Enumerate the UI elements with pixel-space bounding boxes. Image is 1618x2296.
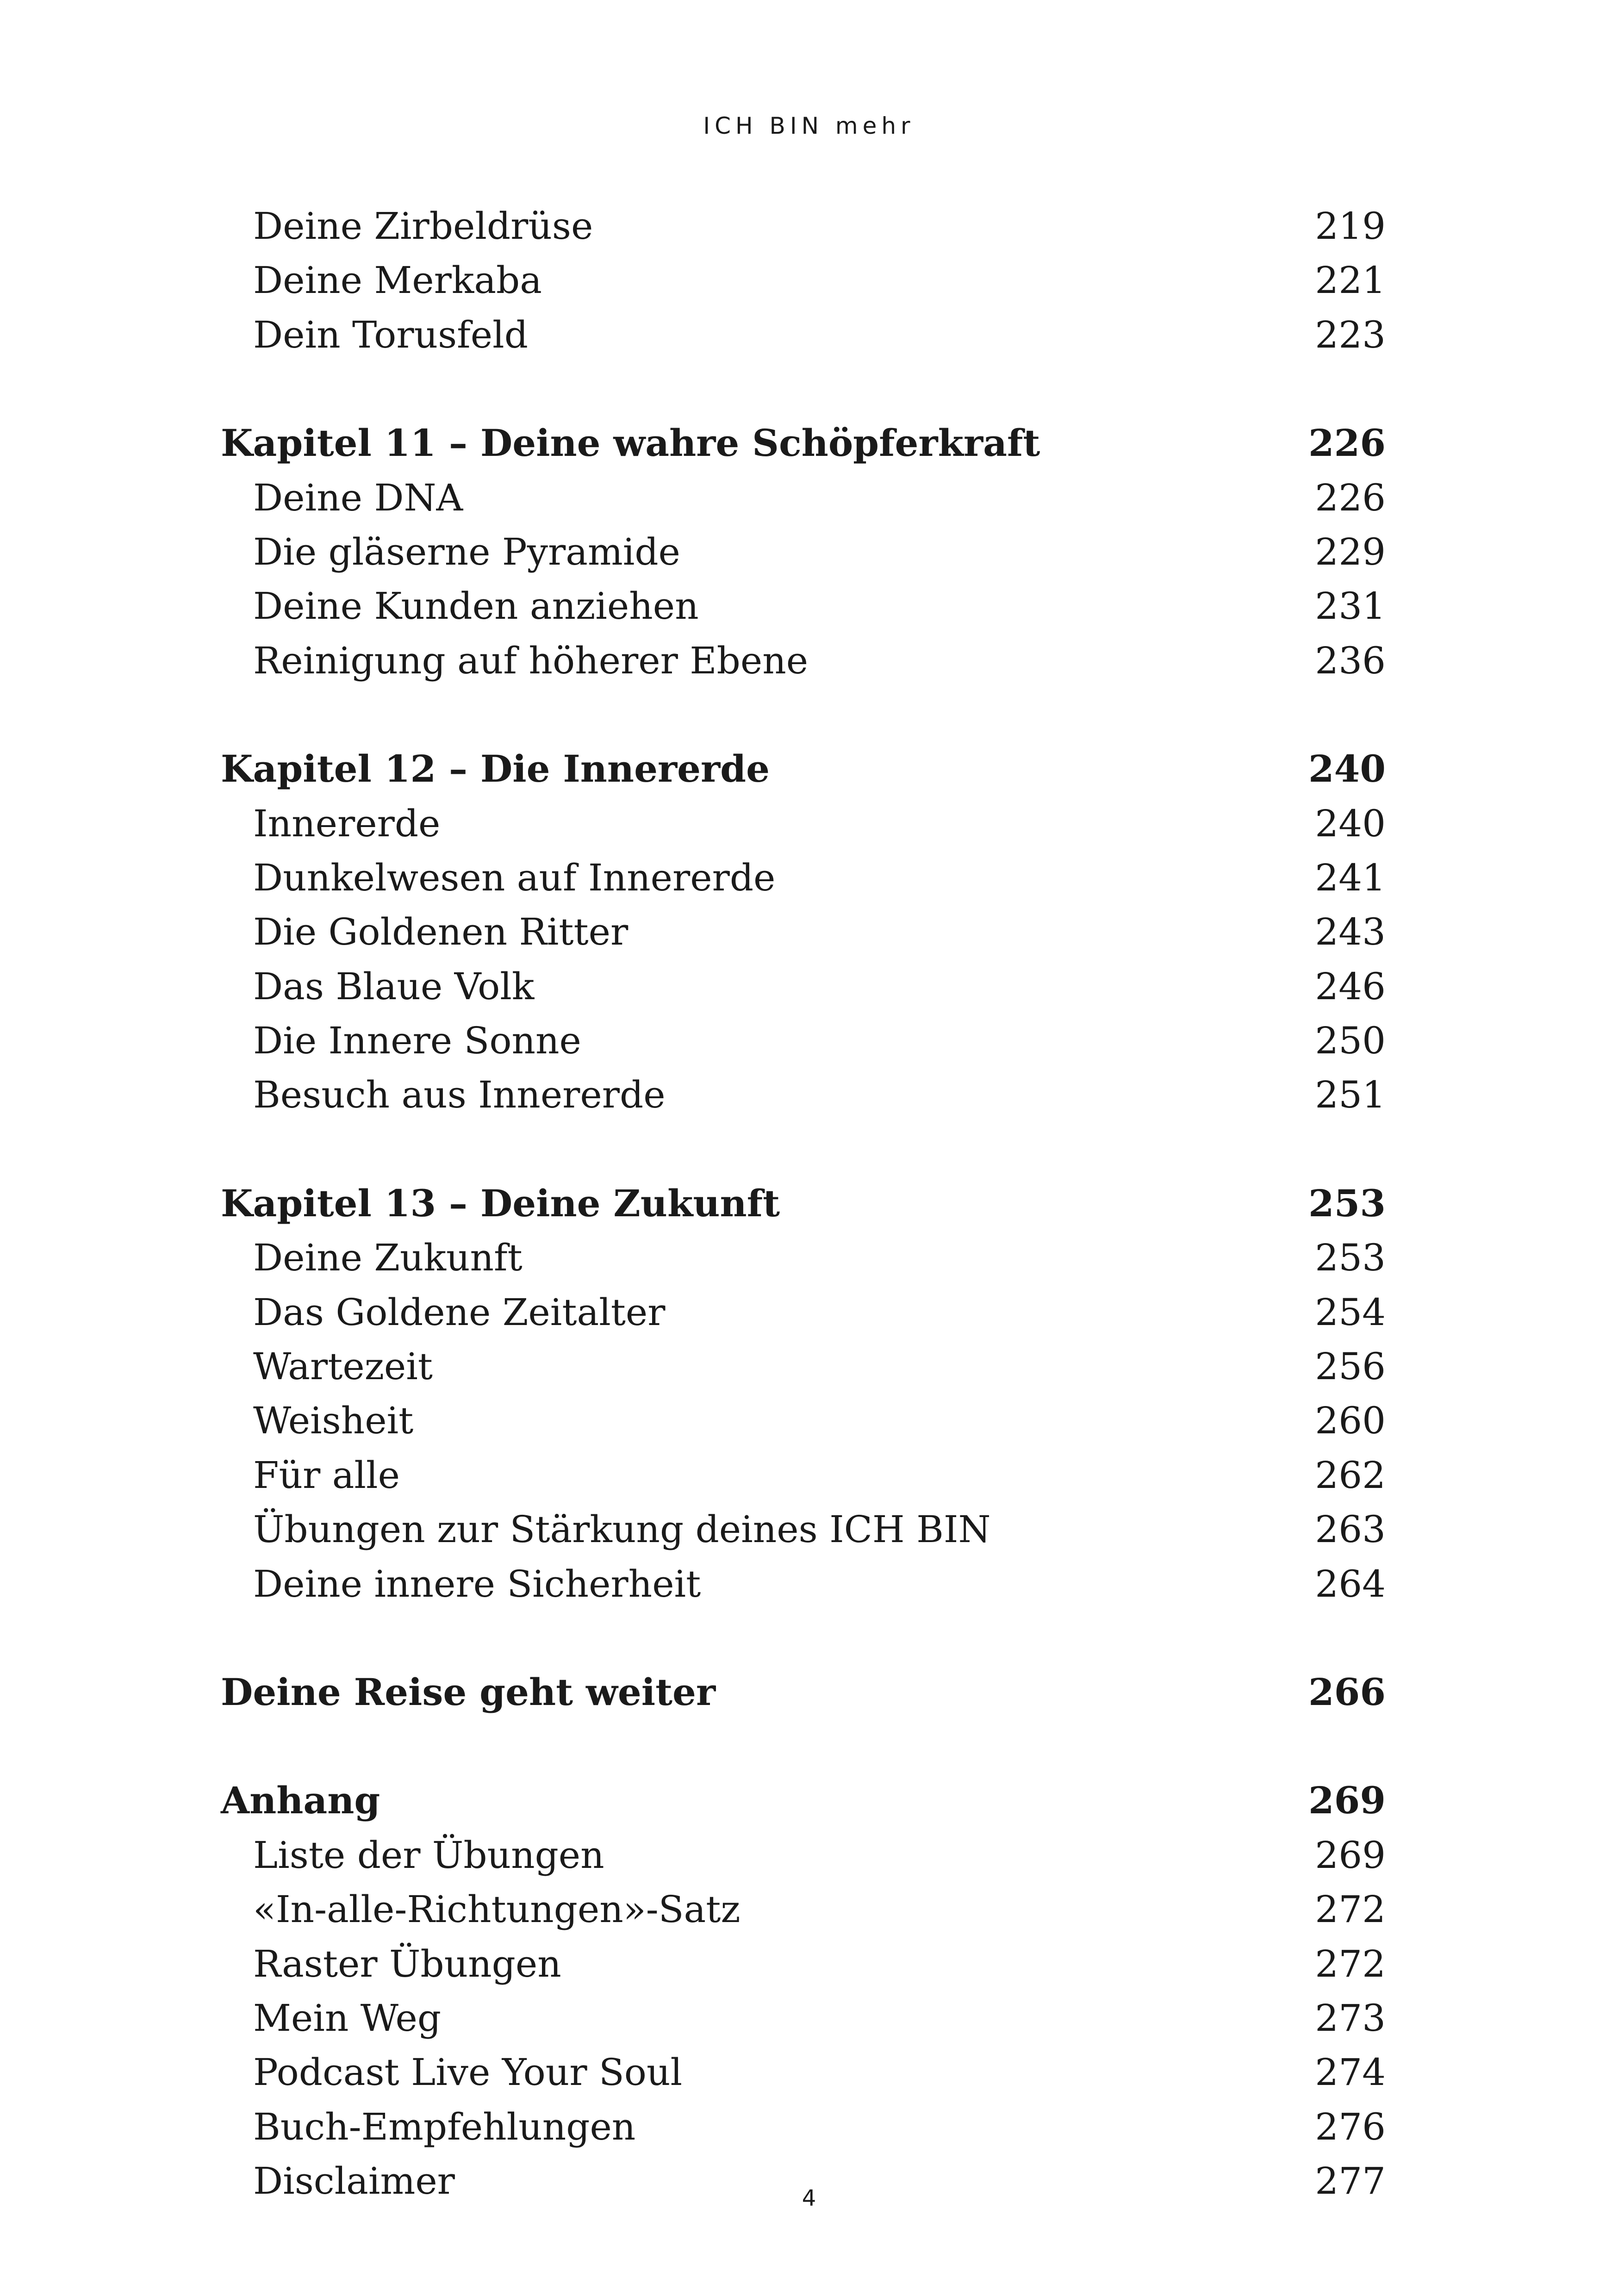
toc-entry[interactable] (221, 851, 1386, 905)
toc-entry-page: 219 (1315, 205, 1386, 248)
toc-entry[interactable] (221, 1394, 1386, 1448)
toc-chapter-page: 253 (1308, 1181, 1386, 1225)
toc-entry[interactable] (221, 1231, 1386, 1285)
toc-entry[interactable] (221, 1882, 1386, 1936)
toc-chapter[interactable] (221, 1176, 1386, 1231)
toc-entry-title: Übungen zur Stärkung deines ICH BIN (253, 1508, 991, 1551)
toc-entry[interactable] (221, 796, 1386, 851)
toc-entry-page: 251 (1315, 1073, 1386, 1117)
toc-entry-page: 263 (1315, 1508, 1386, 1551)
toc-entry[interactable] (221, 199, 1386, 253)
toc-chapter-title: Anhang (221, 1779, 380, 1823)
toc-chapter-title: Kapitel 11 – Deine wahre Schöpferkraft (221, 421, 1040, 465)
toc-entry-title: Das Blaue Volk (253, 964, 535, 1008)
toc-entry-title: Liste der Übungen (253, 1833, 604, 1877)
toc-entry-page: 256 (1315, 1345, 1386, 1388)
toc-chapter[interactable] (221, 742, 1386, 796)
toc-entry[interactable] (221, 1339, 1386, 1394)
toc-entry-page: 253 (1315, 1236, 1386, 1280)
toc-chapter-title: Kapitel 13 – Deine Zukunft (221, 1181, 780, 1225)
toc-chapter-title: Deine Reise geht weiter (221, 1670, 716, 1714)
toc-entry[interactable] (221, 2100, 1386, 2154)
toc-entry[interactable] (221, 1285, 1386, 1339)
toc-entry-title: Deine Kunden anziehen (253, 585, 699, 628)
toc-entry-page: 243 (1315, 910, 1386, 954)
table-of-contents (221, 199, 1386, 2263)
toc-entry-title: Reinigung auf höherer Ebene (253, 639, 809, 682)
toc-group (221, 416, 1386, 688)
toc-entry-page: 264 (1315, 1562, 1386, 1605)
toc-entry[interactable] (221, 1557, 1386, 1611)
toc-chapter-page: 269 (1308, 1779, 1386, 1823)
toc-group (221, 1176, 1386, 1611)
toc-entry-title: Deine Zirbeldrüse (253, 205, 593, 248)
toc-group (221, 199, 1386, 362)
toc-entry[interactable] (221, 1937, 1386, 1991)
toc-entry-page: 229 (1315, 530, 1386, 573)
toc-entry-page: 272 (1315, 1888, 1386, 1931)
toc-entry-page: 250 (1315, 1019, 1386, 1063)
toc-entry-title: Wartezeit (253, 1345, 433, 1388)
toc-entry-title: Deine Merkaba (253, 259, 542, 302)
toc-entry-title: Die gläserne Pyramide (253, 530, 680, 573)
toc-entry[interactable] (221, 525, 1386, 579)
toc-entry-page: 254 (1315, 1290, 1386, 1334)
toc-entry-page: 272 (1315, 1942, 1386, 1985)
toc-entry-page: 274 (1315, 2051, 1386, 2094)
toc-entry-page: 246 (1315, 964, 1386, 1008)
toc-entry-page: 231 (1315, 585, 1386, 628)
toc-chapter-page: 226 (1308, 421, 1386, 465)
toc-chapter[interactable] (221, 1773, 1386, 1828)
toc-entry-title: «In-alle-Richtungen»-Satz (253, 1888, 741, 1931)
toc-entry-page: 273 (1315, 1996, 1386, 2040)
toc-group (221, 742, 1386, 1122)
toc-entry-title: Dunkelwesen auf Innererde (253, 856, 776, 899)
toc-entry-title: Das Goldene Zeitalter (253, 1290, 666, 1334)
toc-entry-title: Disclaimer (253, 2159, 455, 2203)
toc-chapter-page: 266 (1308, 1670, 1386, 1714)
toc-entry-title: Deine innere Sicherheit (253, 1562, 701, 1605)
toc-entry[interactable] (221, 634, 1386, 688)
page-number: 4 (802, 2185, 816, 2211)
toc-entry-title: Dein Torusfeld (253, 313, 528, 356)
toc-entry-page: 236 (1315, 639, 1386, 682)
toc-entry-title: Raster Übungen (253, 1942, 561, 1985)
toc-entry[interactable] (221, 308, 1386, 362)
toc-group (221, 1665, 1386, 1719)
toc-entry-page: 221 (1315, 259, 1386, 302)
toc-chapter[interactable] (221, 416, 1386, 470)
toc-entry[interactable] (221, 2045, 1386, 2099)
toc-entry-title: Deine Zukunft (253, 1236, 523, 1280)
toc-group (221, 1773, 1386, 2208)
toc-entry-title: Die Innere Sonne (253, 1019, 581, 1063)
toc-entry-title: Buch-Empfehlungen (253, 2105, 636, 2148)
toc-entry[interactable] (221, 471, 1386, 525)
toc-entry-page: 277 (1315, 2159, 1386, 2203)
toc-entry-title: Innererde (253, 802, 441, 845)
toc-entry[interactable] (221, 959, 1386, 1014)
toc-entry-title: Für alle (253, 1453, 400, 1497)
toc-entry[interactable] (221, 1014, 1386, 1068)
toc-entry-title: Weisheit (253, 1399, 414, 1443)
toc-entry-page: 241 (1315, 856, 1386, 899)
toc-entry[interactable] (221, 1828, 1386, 1882)
toc-entry-page: 276 (1315, 2105, 1386, 2148)
toc-entry[interactable] (221, 1068, 1386, 1122)
toc-entry-title: Die Goldenen Ritter (253, 910, 629, 954)
toc-entry-page: 223 (1315, 313, 1386, 356)
toc-entry-page: 240 (1315, 802, 1386, 845)
toc-entry[interactable] (221, 1448, 1386, 1502)
toc-entry-title: Mein Weg (253, 1996, 442, 2040)
toc-chapter-title: Kapitel 12 – Die Innererde (221, 747, 770, 791)
toc-entry-page: 269 (1315, 1833, 1386, 1877)
toc-entry-page: 226 (1315, 476, 1386, 519)
toc-entry[interactable] (221, 253, 1386, 307)
toc-entry-title: Besuch aus Innererde (253, 1073, 666, 1117)
toc-entry-page: 262 (1315, 1453, 1386, 1497)
toc-entry-page: 260 (1315, 1399, 1386, 1443)
toc-entry-title: Podcast Live Your Soul (253, 2051, 683, 2094)
toc-entry[interactable] (221, 579, 1386, 633)
toc-chapter[interactable] (221, 1665, 1386, 1719)
toc-entry[interactable] (221, 1502, 1386, 1556)
toc-entry[interactable] (221, 1991, 1386, 2045)
toc-entry-title: Deine DNA (253, 476, 463, 519)
toc-chapter-page: 240 (1308, 747, 1386, 791)
toc-entry[interactable] (221, 905, 1386, 959)
running-header: ICH BIN mehr (703, 112, 915, 139)
